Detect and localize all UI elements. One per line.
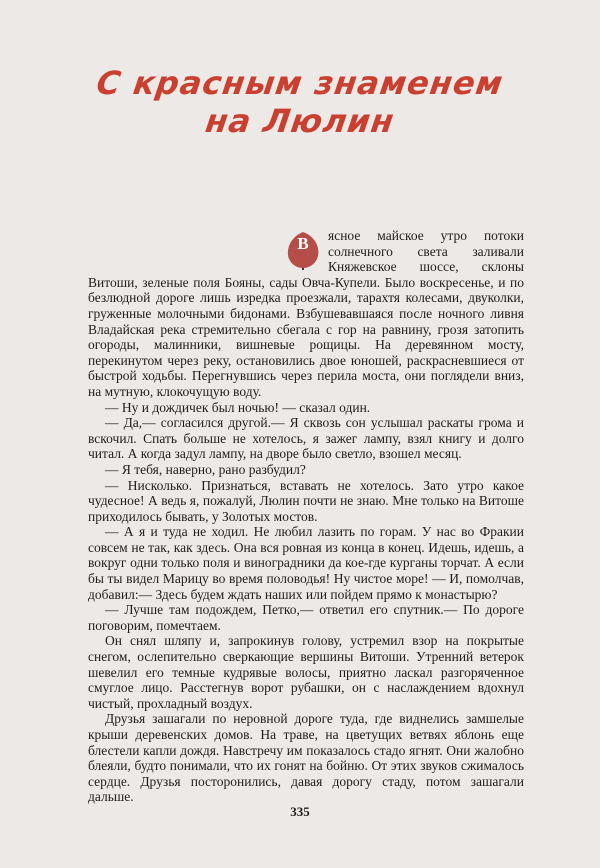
- paragraph-6: — А я и туда не ходил. Не любил лазить по горам. У нас во Фракии совсем не так, как здесь. Она вся ровная из конца в конец. Идешь, идешь, а вокруг одни только поля и виноградники да кое-где курганы торчат. А если бы ты видел Марицу во время половодья! Ну чистое море! — И, помолчав, добавил:— Здесь будем ждать наших или пойдем прямо к монастырю?: [88, 524, 524, 602]
- dropcap-letter: В: [297, 234, 309, 253]
- chapter-body: [88, 228, 524, 805]
- paragraph-5: — Нисколько. Признаться, вставать не хотелось. Зато утро какое чудесное! А ведь я, пожалуй, Люлин почти не знаю. Мне только на Витоше приходилось бывать, у Золотых мостов.: [88, 477, 524, 524]
- paragraph-3: — Да,— согласился другой.— Я сквозь сон услышал раскаты грома и вскочил. Спать больше не хотелось, я зажег лампу, взял книгу и долго читал. А когда задул лампу, на дворе было светло, взошел месяц.: [88, 415, 524, 462]
- chapter-title-line-1: С красным знаменем: [94, 64, 506, 102]
- paragraph-9: Друзья зашагали по неровной дороге туда, где виднелись замшелые крыши деревенских домов. На траве, на цветущих ветвях яблонь еще блестели капли дождя. Навстречу им показалось стадо ягнят. Они жалобно блеяли, будто понимали, что их гонят на бойню. От этих звуков сжималось сердце. Друзья посторонились, давая дорогу стаду, потом зашагали дальше.: [88, 711, 524, 805]
- chapter-title-line-2: на Люлин: [203, 102, 397, 140]
- paragraph-2: — Ну и дождичек был ночью! — сказал один.: [105, 399, 371, 415]
- paragraph-8: Он снял шляпу и, запрокинув голову, устремил взор на покрытые снегом, ослепительно сверкающие вершины Витоши. Утренний ветерок шевелил его темные кудрявые волосы, приятно ласкал разгоряченное смуглое лицо. Расстегнув ворот рубашки, он с наслаждением вдохнул чистый, прохладный воздух.: [88, 633, 524, 711]
- paragraph-4: — Я тебя, наверно, рано разбудил?: [105, 461, 306, 477]
- paragraph-1: [88, 228, 524, 400]
- dropcap-leaf-icon: [284, 230, 322, 268]
- page-number: 335: [290, 804, 310, 819]
- paragraph-1-text: ясное майское утро потоки солнечного света заливали Княжевское шоссе, склоны Витоши, зеленые поля Бояны, сады Овча-Купели. Было воскресенье, и по безлюдной дороге лишь изредка проезжали, тарахтя колесами, двуколки, груженные молочными бидонами. Взбушевавшаяся после ночного ливня Владайская река стремительно сбегала с гор на равнину, грозя затопить огороды, малинники, вишневые рощицы. На деревянном мосту, перекинутом через реку, остановились двое юношей, раскрасневшиеся от быстрой ходьбы. Перегнувшись через перила моста, они поглядели вниз, на мутную, клокочущую воду.: [88, 228, 524, 399]
- paragraph-7: — Лучше там подождем, Петко,— ответил его спутник.— По дороге поговорим, помечтаем.: [88, 602, 524, 633]
